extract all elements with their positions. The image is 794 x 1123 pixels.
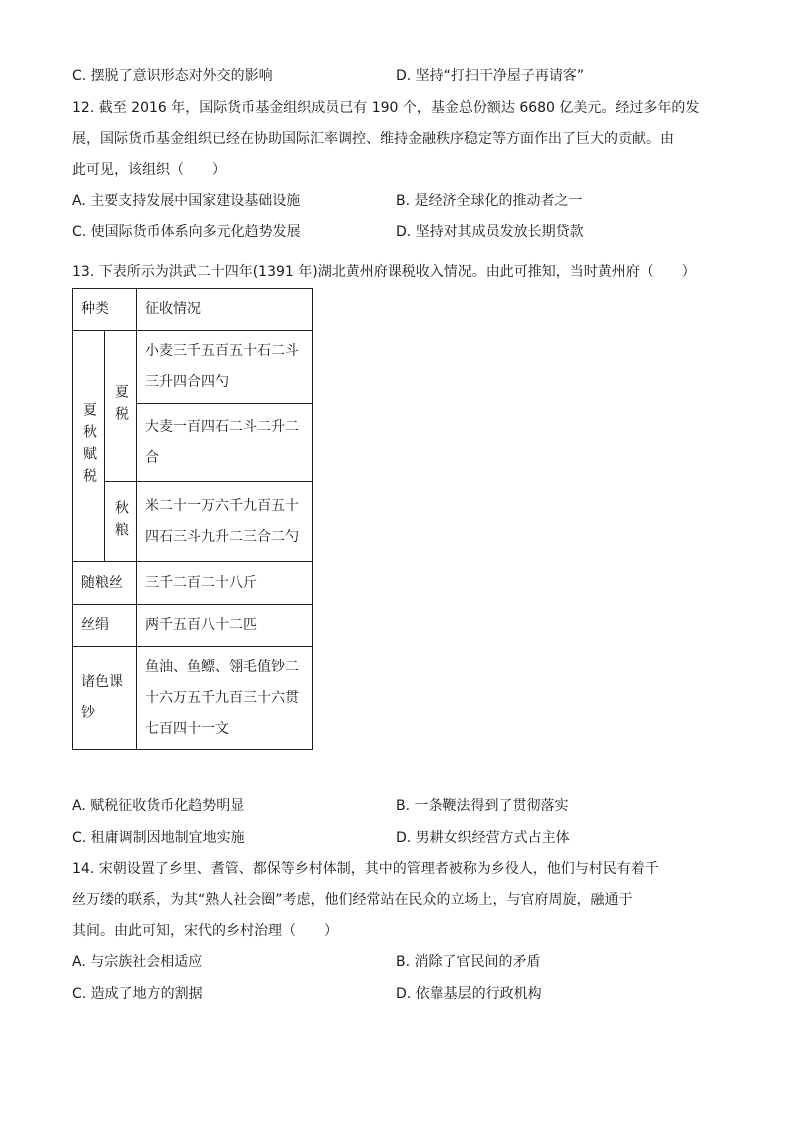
q12-option-a: A. 主要支持发展中国家建设基础设施 <box>72 193 301 209</box>
table-cell-juan-label: 丝绢 <box>73 605 137 647</box>
q12-stem-line-3: 此可见，该组织（ ） <box>72 162 226 178</box>
q13-option-b: B. 一条鞭法得到了贯彻落实 <box>396 798 569 814</box>
q14-stem-line-3: 其间。由此可知，宋代的乡村治理（ ） <box>72 923 338 939</box>
table-cell-group <box>73 331 105 562</box>
q14-option-d: D. 依靠基层的行政机构 <box>396 986 542 1002</box>
cell-line: 钞 <box>81 705 95 721</box>
table-cell-wheat <box>137 331 313 404</box>
autumn-label: 秋粮 <box>113 499 129 544</box>
table-header-collection: 征收情况 <box>137 289 313 331</box>
q12-option-d: D. 坚持对其成员发放长期贷款 <box>396 224 584 240</box>
q14-stem-line-2: 丝万缕的联系，为其“熟人社会圈”考虑，他们经常站在民众的立场上，与官府周旋，融通于 <box>72 892 633 908</box>
tax-table <box>72 288 313 750</box>
q14-stem-line-1: 14. 宋朝设置了乡里、耆管、都保等乡村体制，其中的管理者被称为乡役人，他们与村民有着千 <box>72 861 659 877</box>
table-cell-rice <box>137 482 313 562</box>
table-row <box>73 562 313 605</box>
cell-line: 十六万五千九百三十六贯 <box>145 689 299 706</box>
table-cell-silk-label: 随粮丝 <box>73 562 137 605</box>
cell-line: 三升四合四勺 <box>145 374 229 390</box>
q12-option-b: B. 是经济全球化的推动者之一 <box>396 193 583 209</box>
q14-option-c: C. 造成了地方的割据 <box>72 986 203 1002</box>
table-row <box>73 289 313 331</box>
table-row <box>73 647 313 750</box>
cell-line: 诸色课 <box>81 674 123 690</box>
table-row <box>73 605 313 647</box>
table-cell-autumn <box>105 482 137 562</box>
table-header-category: 种类 <box>73 289 137 331</box>
q13-option-a: A. 赋税征收货币化趋势明显 <box>72 798 245 814</box>
group-label: 夏秋赋税 <box>81 402 97 490</box>
cell-line: 四石三斗九升二三合二勺 <box>145 528 299 545</box>
table-cell-misc-label <box>73 647 137 750</box>
summer-label: 夏税 <box>113 384 129 428</box>
cell-line: 鱼油、鱼鳔、翎毛值钞二 <box>145 658 299 675</box>
q14-option-a: A. 与宗族社会相适应 <box>72 954 203 970</box>
q12-option-c: C. 使国际货币体系向多元化趋势发展 <box>72 224 301 240</box>
cell-line: 米二十一万六千九百五十 <box>145 497 299 514</box>
cell-line: 小麦三千五百五十石二斗 <box>145 343 299 359</box>
table-cell-silk-value: 三千二百二十八斤 <box>137 562 313 605</box>
q13-option-c: C. 租庸调制因地制宜地实施 <box>72 830 245 846</box>
q11-option-d: D. 坚持“打扫干净屋子再请客” <box>396 68 585 84</box>
q12-stem-line-2: 展，国际货币基金组织已经在协助国际汇率调控、维持金融秩序稳定等方面作出了巨大的贡献。由 <box>72 131 674 147</box>
table-cell-misc-value <box>137 647 313 750</box>
cell-line: 大麦一百四石二斗二升二 <box>145 418 299 435</box>
q14-option-b: B. 消除了官民间的矛盾 <box>396 954 541 970</box>
q12-stem-line-1: 12. 截至 2016 年，国际货币基金组织成员已有 190 个，基金总份额达 6680 亿美元。经过多年的发 <box>72 100 700 116</box>
table-row <box>73 482 313 562</box>
table-cell-juan-value: 两千五百八十二匹 <box>137 605 313 647</box>
table-row <box>73 331 313 404</box>
table-cell-summer <box>105 331 137 482</box>
cell-line: 七百四十一文 <box>145 720 229 737</box>
table-cell-barley <box>137 404 313 482</box>
q13-stem: 13. 下表所示为洪武二十四年(1391 年)湖北黄州府课税收入情况。由此可推知，当时黄州府（ ） <box>72 264 696 280</box>
cell-line: 合 <box>145 449 159 466</box>
q13-option-d: D. 男耕女织经营方式占主体 <box>396 830 570 846</box>
q11-option-c: C. 摆脱了意识形态对外交的影响 <box>72 68 273 84</box>
